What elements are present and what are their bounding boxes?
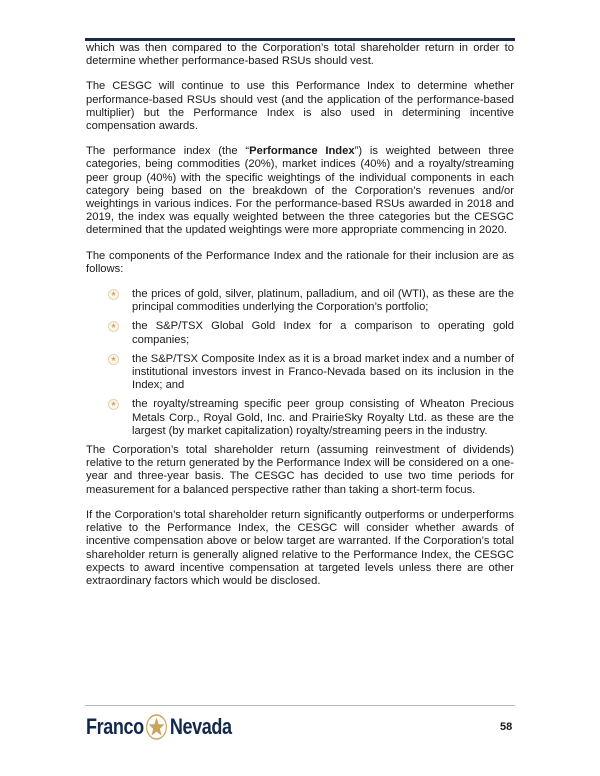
footer-rule bbox=[85, 705, 515, 706]
header-rule bbox=[85, 38, 515, 41]
star-bullet-icon: ★ bbox=[108, 354, 119, 365]
defined-term: Performance Index bbox=[249, 145, 355, 158]
list-item bbox=[86, 320, 514, 346]
page-content bbox=[86, 42, 514, 600]
text-segment: ”) is weighted between three categories, being commodities (20%), market indices (40%) and a royalty/streaming peer group (40%) with the specific weightings of the individual components in each category being based on the breakdown of the Corporation’s revenues and/or weightings in various indices. For the performance-based RSUs awarded in 2018 and 2019, the index was equally weighted between the three categories but the CESGC determined that the updated weightings were more appropriate commencing in 2020. bbox=[86, 145, 515, 237]
components-list bbox=[86, 288, 514, 438]
star-bullet-icon: ★ bbox=[108, 399, 119, 410]
list-item bbox=[86, 398, 514, 438]
star-bullet-icon: ★ bbox=[108, 289, 119, 300]
list-item-text: the S&P/TSX Global Gold Index for a comparison to operating gold companies; bbox=[132, 320, 514, 346]
logo-text-nevada: Nevada bbox=[169, 714, 232, 739]
star-logo-icon bbox=[146, 714, 167, 740]
star-bullet-icon: ★ bbox=[108, 321, 119, 332]
paragraph-measurement-periods: The Corporation’s total shareholder return (assuming reinvestment of dividends) relative to the return generated by the Performance Index will be considered on a one-year and three-year basis. The CESGC has decided to use two time periods for measurement for a balanced perspective rather than taking a short-term focus. bbox=[86, 444, 514, 496]
paragraph-performance-index-definition bbox=[86, 145, 514, 237]
list-item-text: the royalty/streaming specific peer group consisting of Wheaton Precious Metals Corp., Royal Gold, Inc. and PrairieSky Royalty Ltd. as these are the largest (by market capitalization) royalty/streaming peers in the industry. bbox=[132, 398, 514, 437]
list-item bbox=[86, 353, 514, 393]
list-item-text: the prices of gold, silver, platinum, palladium, and oil (WTI), as these are the principal commodities underlying the Corporation’s portfolio; bbox=[132, 288, 514, 314]
text-segment: The performance index (the “ bbox=[86, 145, 250, 158]
page-number: 58 bbox=[500, 721, 513, 733]
franco-nevada-logo bbox=[86, 712, 232, 742]
list-item bbox=[86, 288, 514, 314]
list-item-text: the S&P/TSX Composite Index as it is a broad market index and a number of institutional investors invest in Franco-Nevada based on its inclusion in the Index; and bbox=[132, 352, 514, 392]
paragraph-performance-index-use: The CESGC will continue to use this Performance Index to determine whether performance-based RSUs should vest (and the application of the performance-based multiplier) but the Performance Index is also used in determining incentive compensation awards. bbox=[86, 80, 514, 133]
paragraph-incentive-compensation: If the Corporation’s total shareholder return significantly outperforms or underperforms relative to the Performance Index, the CESGC will consider whether awards of incentive compensation above or below target are warranted. If the Corporation’s total shareholder return is generally aligned relative to the Performance Index, the CESGC expects to award incentive compensation at targeted levels unless there are other extraordinary factors which would be disclosed. bbox=[86, 508, 514, 587]
paragraph-components-intro: The components of the Performance Index and the rationale for their inclusion are as follows: bbox=[86, 249, 514, 275]
logo-text-franco: Franco bbox=[86, 714, 144, 739]
paragraph-continuation: which was then compared to the Corporation’s total shareholder return in order to determine whether performance-based RSUs should vest. bbox=[86, 42, 514, 68]
